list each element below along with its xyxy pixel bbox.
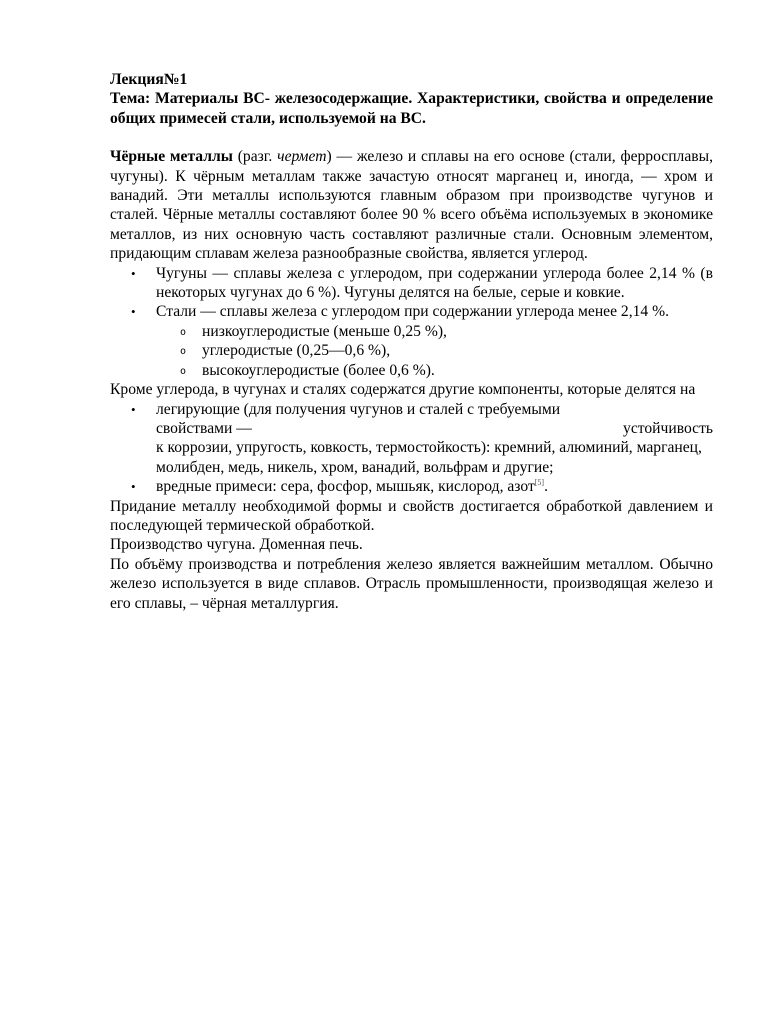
lecture-number: Лекция№1	[110, 71, 188, 88]
lecture-topic: Тема: Материалы ВС- железосодержащие. Характеристики, свойства и определение общих примесей стали, используемой на ВС.	[110, 90, 713, 127]
alloying-line-2	[156, 419, 713, 438]
intro-paragraph	[110, 147, 713, 263]
alloying-line-2-right: устойчивость	[623, 419, 713, 437]
components-list	[110, 400, 713, 497]
steel-type-low: o низкоуглеродистые (меньше 0,25 %),	[156, 322, 713, 341]
alloying-line-2-left: свойствами —	[156, 419, 252, 437]
intro-rest: ) — железо и сплавы на его основе (стали, ферросплавы, чугуны). К чёрным металлам также зачастую относят марганец и, иногда, — хром и ванадий. Эти металлы используются главным образом при производстве чугунов и сталей. Чёрные металлы составляют более 90 % всего объёма используемых в экономике металлов, из них основную часть составляют различные стали. Основным элементом, придающим сплавам железа разнообразные свойства, является углерод.	[110, 148, 713, 263]
slang-open: (разг.	[232, 148, 278, 166]
list-item-alloying	[110, 400, 713, 478]
steel-types-list	[156, 322, 713, 380]
blank-line	[110, 128, 713, 147]
processing-paragraph: Придание металлу необходимой формы и свойств достигается обработкой давлением и последующей термической обработкой.	[110, 497, 713, 534]
harmful-text: вредные примеси: сера, фосфор, мышьяк, кислород, азот	[156, 478, 535, 496]
steel-type-medium: o углеродистые (0,25—0,6 %),	[156, 341, 713, 360]
alloying-rest: к коррозии, упругость, ковкость, термостойкость): кремний, алюминий, марганец, молибден, медь, никель, хром, ванадий, вольфрам и другие;	[156, 439, 702, 476]
footnote-ref[interactable]: [5]	[534, 478, 545, 488]
alloy-types-list	[110, 264, 713, 380]
production-heading: Производство чугуна. Доменная печь.	[110, 536, 363, 554]
slang-term: чермет	[277, 148, 327, 166]
alloying-line-1: • легирующие (для получения чугунов и сталей с требуемыми	[156, 400, 561, 418]
steel-text: Стали — сплавы железа с углеродом при содержании углерода менее 2,14 %.	[156, 303, 670, 321]
list-item-steel	[110, 302, 713, 380]
list-item-harmful	[110, 477, 713, 496]
list-item-cast-iron: • Чугуны — сплавы железа с углеродом, при содержании углерода более 2,14 % (в некоторых чугунах до 6 %). Чугуны делятся на белые, серые и ковкие.	[110, 264, 713, 303]
steel-type-high: o высокоуглеродистые (более 0,6 %).	[156, 361, 713, 380]
document-page	[110, 70, 713, 613]
harmful-end: .	[544, 478, 548, 496]
components-intro: Кроме углерода, в чугунах и сталях содержатся другие компоненты, которые делятся на	[110, 381, 696, 399]
final-paragraph: По объёму производства и потребления железо является важнейшим металлом. Обычно железо используется в виде сплавов. Отрасль промышленности, производящая железо и его сплавы, – чёрная металлургия.	[110, 555, 713, 612]
term-ferrous-metals: Чёрные металлы	[110, 148, 233, 166]
